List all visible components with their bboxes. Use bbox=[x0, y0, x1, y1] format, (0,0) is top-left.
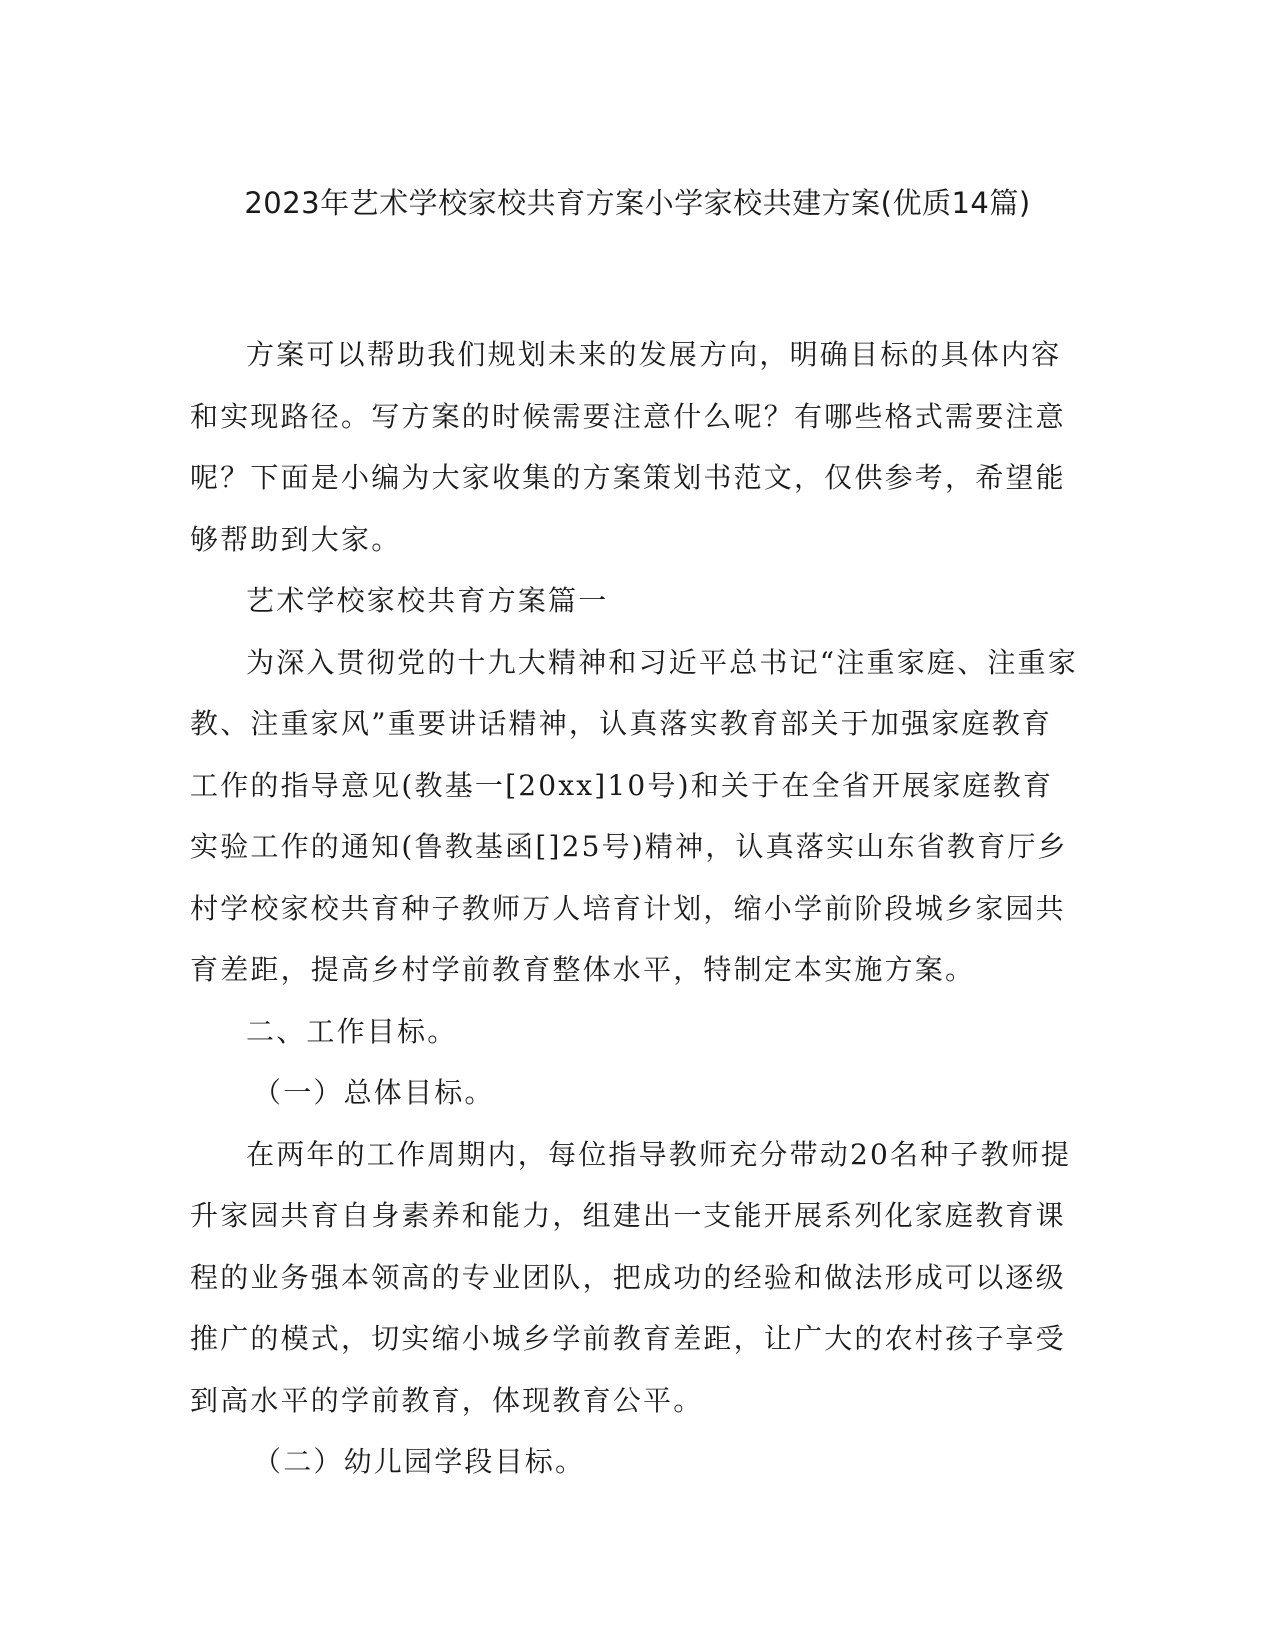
intro-paragraph: 方案可以帮助我们规划未来的发展方向，明确目标的具体内容和实现路径。写方案的时候需要注意什么呢？有哪些格式需要注意呢？下面是小编为大家收集的方案策划书范文，仅供参考，希望能够帮助到大家。 bbox=[190, 338, 1066, 556]
section-heading-work-goals: 二、工作目标。 bbox=[246, 1014, 458, 1048]
background-paragraph: 为深入贯彻党的十九大精神和习近平总书记“注重家庭、注重家教、注重家风”重要讲话精神，认真落实教育部关于加强家庭教育工作的指导意见(教基一[20xx]10号)和关于在全省开展家庭教育实验工作的通知(鲁教基函[]25号)精神，认真落实山东省教育厅乡村学校家校共育种子教师万人培育计划，缩小学前阶段城乡家园共育差距，提高乡村学前教育整体水平，特制定本实施方案。 bbox=[190, 645, 1078, 986]
document-title: 2023年艺术学校家校共育方案小学家校共建方案(优质14篇) bbox=[244, 186, 1031, 220]
overall-goal-paragraph: 在两年的工作周期内，每位指导教师充分带动20名种子教师提升家园共育自身素养和能力，组建出一支能开展系列化家庭教育课程的业务强本领高的专业团队，把成功的经验和做法形成可以逐级推广的模式，切实缩小城乡学前教育差距，让广大的农村孩子享受到高水平的学前教育，体现教育公平。 bbox=[190, 1137, 1072, 1417]
section-heading-part-one: 艺术学校家校共育方案篇一 bbox=[246, 584, 609, 617]
subheading-overall-goal: （一）总体目标。 bbox=[253, 1076, 495, 1109]
document-body bbox=[190, 324, 1082, 1493]
subheading-kindergarten-goal: （二）幼儿园学段目标。 bbox=[253, 1445, 586, 1478]
